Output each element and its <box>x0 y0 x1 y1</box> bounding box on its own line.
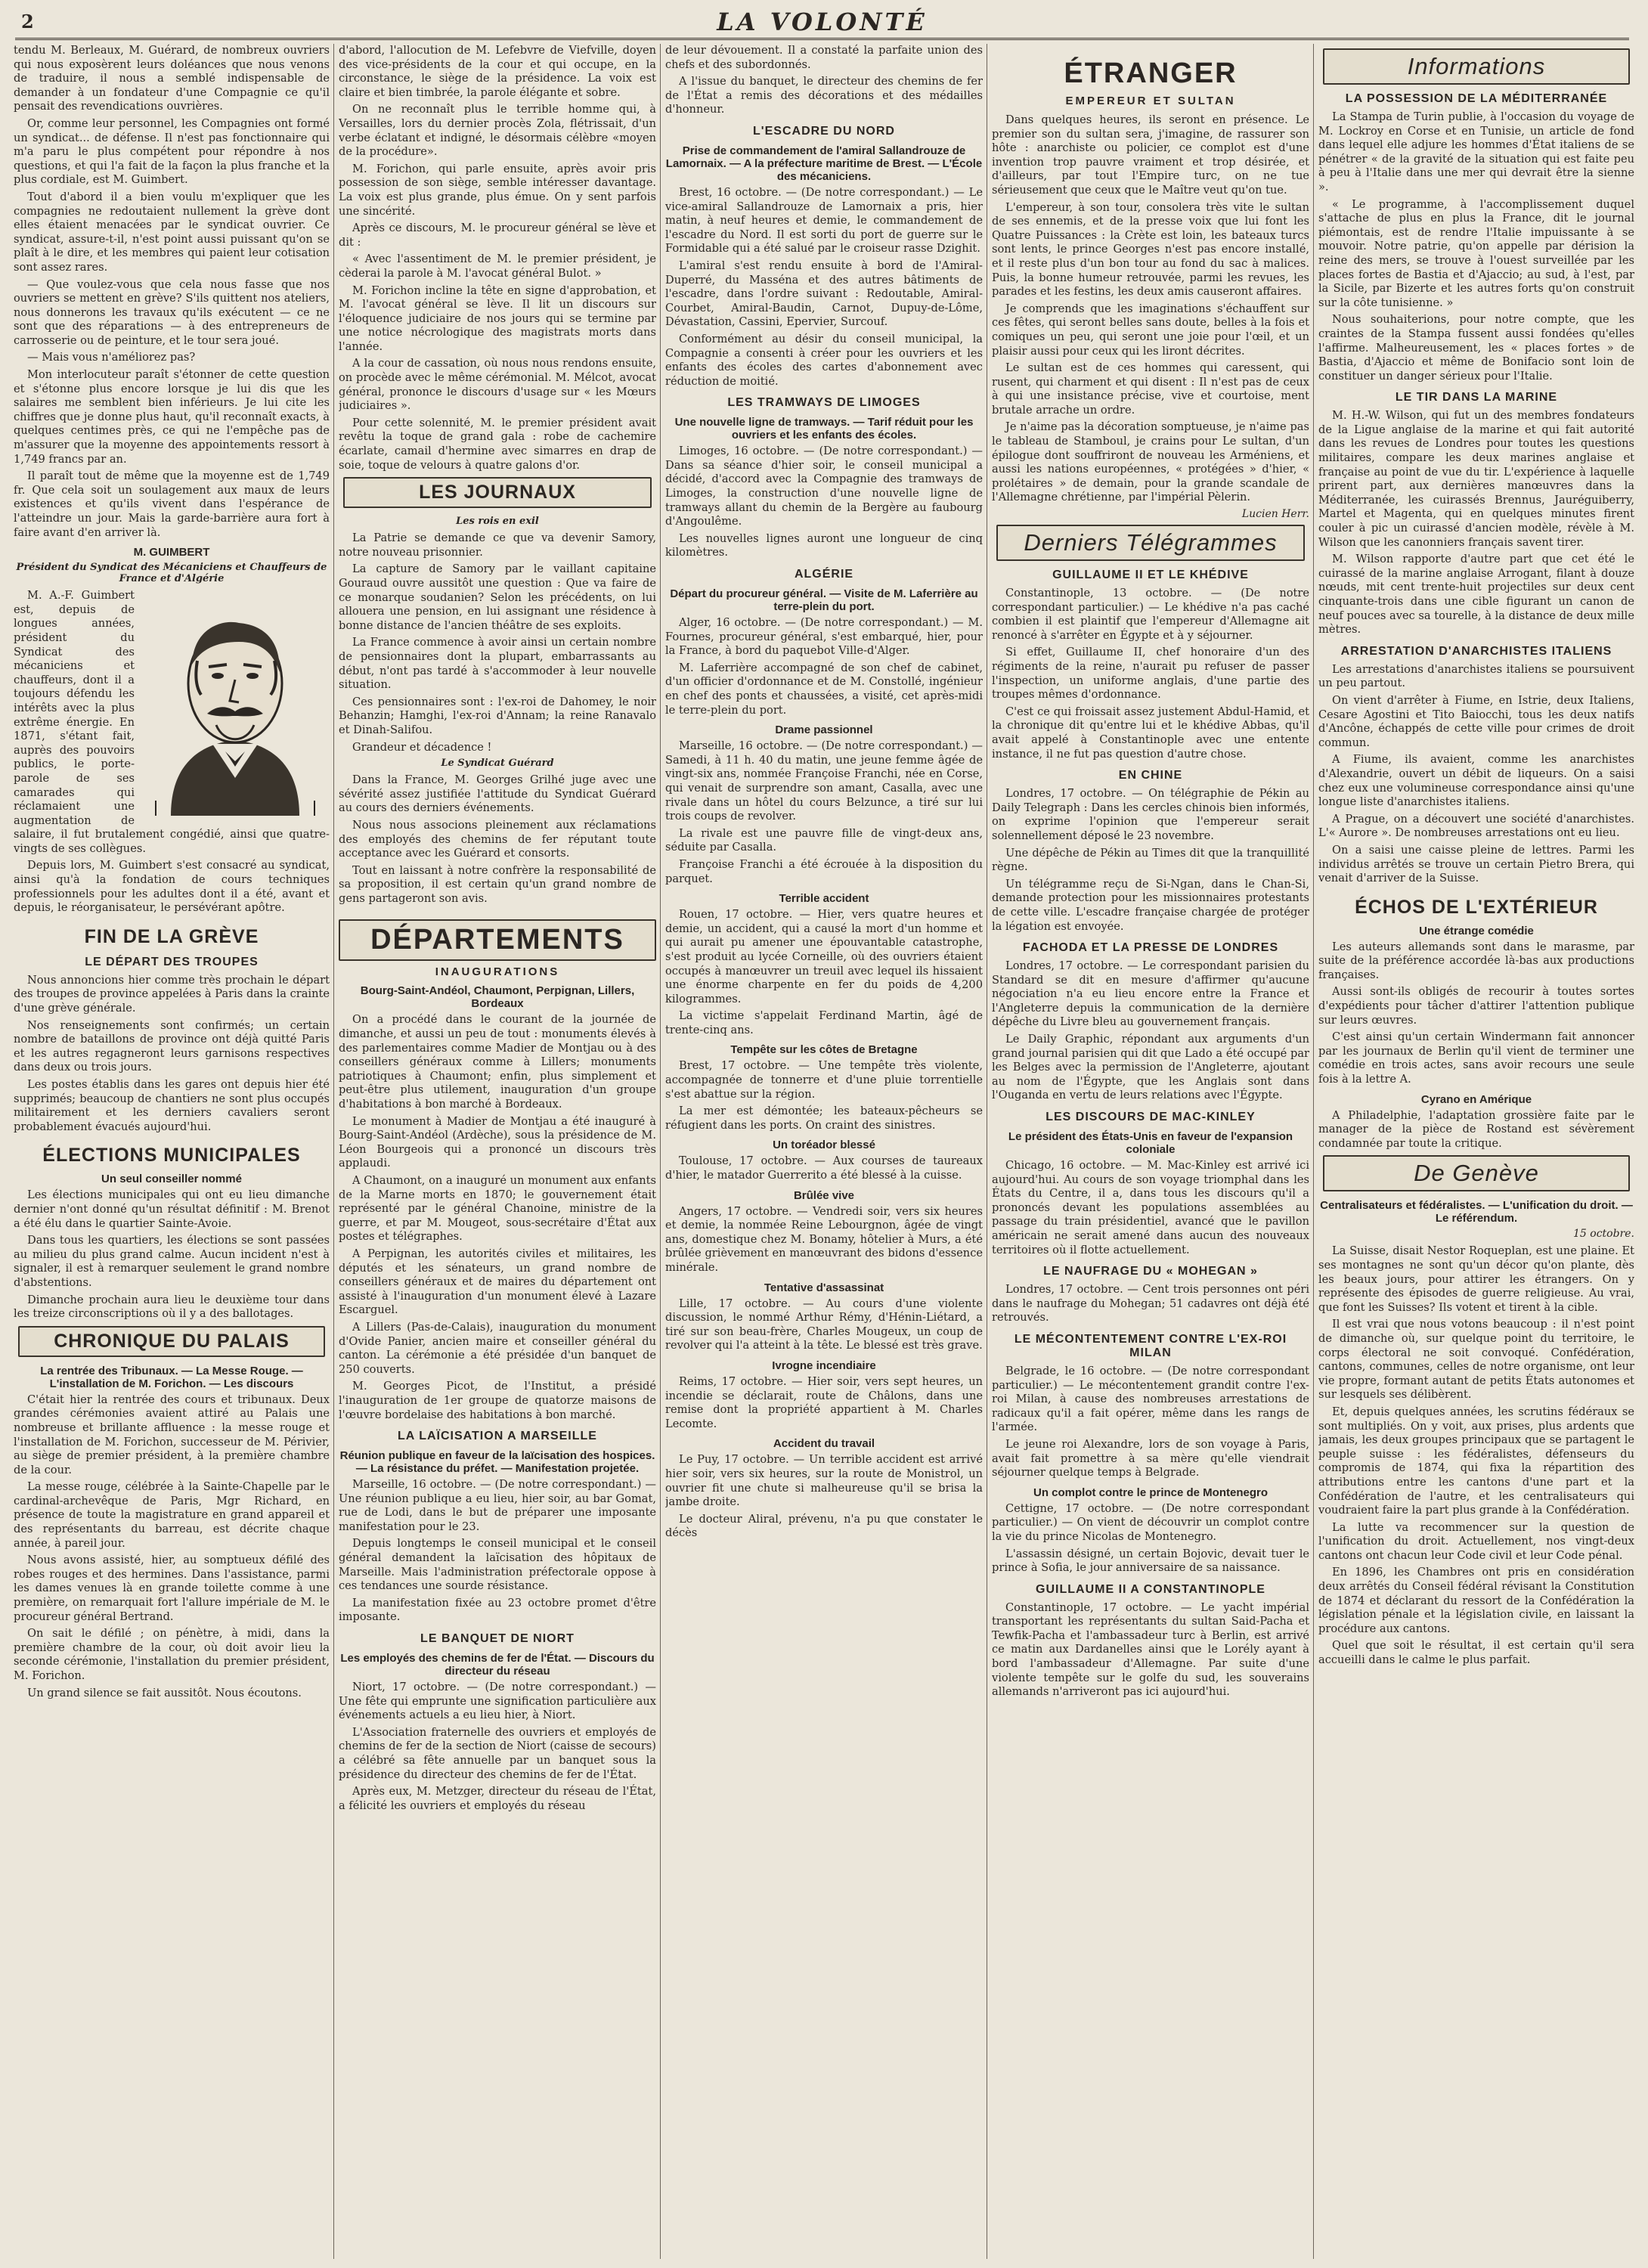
paragraph: « Le programme, à l'accomplissement duquel s'attache de plus en plus la France, dit le journal piémontais, est de rendre l'Italie impuissante à se mouvoir. Notre patrie, qu'on appelle par dérision la reine des mers, se trouve à l'ouest surveillée par les places fortes de Bastia et d'Ajaccio; au sud, à l'est, par la Sicile, par Bizerte et les autres forts qu'on construit sur la côte tunisienne. » <box>1318 197 1634 309</box>
section-heading: FIN DE LA GRÈVE <box>84 925 259 947</box>
paragraph: La manifestation fixée au 23 octobre promet d'être imposante. <box>339 1596 656 1624</box>
section-subheading: Réunion publique en faveur de la laïcisation des hospices. — La résistance du préfet. — Manifestation projetée. <box>339 1449 655 1476</box>
article-heading: GUILLAUME II ET LE KHÉDIVE <box>1052 569 1249 582</box>
paragraph: Limoges, 16 octobre. — (De notre correspondant.) — Dans sa séance d'hier soir, le conseil municipal a décidé, d'accord avec la Compagnie des tramways de Limoges, la construction d'une nouvelle ligne de tramways allant du chemin de la Bergère au faubourg d'Angoulême. <box>665 445 983 528</box>
paragraph: On ne reconnaît plus le terrible homme qui, à Versailles, lors du dernier procès Zola, flétrissait, d'un verbe éclatant et indigné, le désormais célèbre «moyen de la procédure». <box>339 103 656 159</box>
article-heading: LE NAUFRAGE DU « MOHEGAN » <box>1043 1265 1258 1278</box>
paragraph: Grandeur et décadence ! <box>352 740 492 754</box>
paragraph: Angers, 17 octobre. — Vendredi soir, vers six heures et demie, la nommée Reine Lebourgnon, âgée de vingt ans, domestique chez M. Bonamy, hôtelier à Murs, a été brûlée grièvement en manœuvrant des bidons d'essence minérale. <box>665 1204 983 1274</box>
paragraph: Nous avons assisté, hier, au somptueux défilé des robes rouges et des hermines. Dans l'assistance, parmi les dames venues là en grande toilette comme à une première, on remarquait fort l'allure impériale de M. le procureur général Bertrand. <box>14 1554 330 1623</box>
article-heading: Tempête sur les côtes de Bretagne <box>730 1043 918 1057</box>
section-heading: ÉTRANGER <box>1064 57 1238 89</box>
paragraph: Londres, 17 octobre. — Cent trois personnes ont péri dans le naufrage du Mohegan; 51 cadavres ont déjà été retrouvés. <box>992 1283 1309 1325</box>
article-heading: ARRESTATION D'ANARCHISTES ITALIENS <box>1340 644 1612 658</box>
paragraph: Marseille, 16 octobre. — (De notre correspondant.) — Une réunion publique a eu lieu, hier soir, au bar Gomat, rue de Lodi, dans le but de préparer une imposante manifestation pour le 23. <box>339 1478 656 1533</box>
paragraph: A Fiume, ils avaient, comme les anarchistes d'Alexandrie, ouvert un débit de liqueurs. On a saisi chez eux une volumineuse correspondance ainsi qu'une longue liste d'anarchistes italiens. <box>1318 753 1634 809</box>
paragraph: Le sultan est de ces hommes qui caressent, qui rusent, qui charment et qui disent : Il n'est pas de ceux à qui une insistance précise, vive et courtoise, ment brutale arrache un ordre. <box>992 361 1309 417</box>
paragraph: A Perpignan, les autorités civiles et militaires, les députés et les sénateurs, un grand nombre de conseillers généraux et de maires du département ont assisté à l'inauguration d'un monument élevé à Lazare Escarguel. <box>339 1247 656 1317</box>
paragraph: Marseille, 16 octobre. — (De notre correspondant.) — Samedi, à 11 h. 40 du matin, une jeune femme âgée de vingt-six ans, nommée Françoise Franchi, née en Corse, qui venait de surprendre son amant, Casalla, avec une rivale dans un hôtel du cours Belzunce, a tiré sur lui trois coups de revolver. <box>665 739 983 823</box>
paragraph: M. Georges Picot, de l'Institut, a présidé l'inauguration de 1er groupe de quatorze maisons de l'œuvre bordelaise des habitations à bon marché. <box>339 1380 656 1421</box>
paragraph: M. A.-F. Guimbert est, depuis de longues années, président du Syndicat des mécaniciens et chauffeurs, dont il a toujours défendu les intérêts avec la plus extrême énergie. En 1871, s'étant fait, auprès des pouvoirs publics, le porte-parole de ses camarades qui réclamaient une augmentation de salaire, il fut brutalement congédié, ainsi que quatre-vingts de ses collègues. <box>14 589 330 855</box>
paragraph: Pour cette solennité, M. le premier président avait revêtu la toque de grand gala : robe de cachemire écarlate, camail d'hermine avec simarres en drap de soie, toque de velours à quatre galons d'or. <box>339 416 656 472</box>
paragraph: La messe rouge, célébrée à la Sainte-Chapelle par le cardinal-archevêque de Paris, Mgr Richard, en présence de toute la magistrature en grand appareil et des représentants du barreau, est décrite chaque année, à pareil jour. <box>14 1480 330 1550</box>
paragraph: Constantinople, 17 octobre. — Le yacht impérial transportant les représentants du sultan Said-Pacha et Tewfik-Pacha et l'ambassadeur turc à Berlin, est arrivé ce matin aux Dardanelles ainsi que le Lorély ayant à bord l'ambassadeur d'Allemagne. Par suite d'une violente tempête sur le golfe du sud, les souverains allemands n'arriveront pas ici aujourd'hui. <box>992 1600 1309 1699</box>
paragraph: En 1896, les Chambres ont pris en considération deux arrêtés du Conseil fédéral révisant la Constitution de 1874 et déclarant du ressort de la Confédération la législation pénale et la législation civile, en laissant la procédure aux cantons. <box>1318 1566 1634 1635</box>
paragraph: Après ce discours, M. le procureur général se lève et dit : <box>339 222 656 249</box>
paragraph: Depuis longtemps le conseil municipal et le conseil général demandent la laïcisation des hôpitaux de Marseille. Mais l'administration préfectorale oppose à ces tendances une sourde résistance. <box>339 1537 656 1593</box>
paragraph: — Mais vous n'améliorez pas? <box>27 351 196 364</box>
paragraph: Londres, 17 octobre. — On télégraphie de Pékin au Daily Telegraph : Dans les cercles chinois bien informés, on exprime l'opinion que l'empereur serait solennellement déposé le 23 novembre. <box>992 787 1309 842</box>
paragraph: M. Forichon, qui parle ensuite, après avoir pris possession de son siège, semble intéresser davantage. La voix est plus grande, plus émue. On y sent parfois une sincérité. <box>339 162 656 218</box>
paragraph: Toulouse, 17 octobre. — Aux courses de taureaux d'hier, le matador Guerrerito a été blessé à la cuisse. <box>665 1154 983 1182</box>
paragraph: L'Association fraternelle des ouvriers et employés de chemins de fer de la section de Niort (caisse de secours) a célébré sa fête annuelle par un banquet sous la présidence du directeur des chemins de fer de l'État. <box>339 1725 656 1781</box>
paragraph: Dans tous les quartiers, les élections se sont passées au milieu du plus grand calme. Aucun incident n'est à signaler, il est à remarquer seulement le grand nombre d'abstentions. <box>14 1234 330 1289</box>
paragraph: On vient d'arrêter à Fiume, en Istrie, deux Italiens, Cesare Agostini et Tito Baiocchi, tous les deux natifs d'Ancône, échappés de cette ville pour crimes de droit commun. <box>1318 693 1634 749</box>
article-heading: GUILLAUME II A CONSTANTINOPLE <box>1036 1582 1265 1596</box>
page-number: 2 <box>21 11 34 33</box>
paragraph: La capture de Samory par le vaillant capitaine Gouraud ouvre aussitôt une question : Que va faire de ce monarque soudanien? Selon les précédents, on lui allouera une pension, en lui assignant une résidence à bonne distance de l'ancien théâtre de ses exploits. <box>339 562 656 632</box>
paragraph: L'empereur, à son tour, consolera très vite le sultan de ses ennemis, et de la presse voix que lui font les Quatre Puissances : la Crète est loin, les bateaux turcs sont lents, le prince Georges n'est pas encore installé, et il reste plus d'un bon tour au fond du sac à malices. Puis, la bonne humeur retrouvée, parmi les revues, les parades et les festins, les deux amis causeront affaires. <box>992 200 1309 299</box>
masthead <box>15 6 1629 40</box>
paragraph: C'est ainsi qu'un certain Windermann fait annoncer par les journaux de Berlin qu'il vient de terminer une comédie en trois actes, sans avoir recours une seule fois à la lettre A. <box>1318 1030 1634 1086</box>
article-subheading: Le président des États-Unis en faveur de l'expansion coloniale <box>1008 1130 1293 1157</box>
paragraph: C'est ce qui froissait assez justement Abdul-Hamid, et la chronique dit qu'entre lui et le khédive Abbas, qu'il avait appelé à Constantinople avec une entente instance, il ne fut pas question d'autre chose. <box>992 705 1309 761</box>
paragraph: Les arrestations d'anarchistes italiens se poursuivent un peu partout. <box>1318 662 1634 690</box>
paragraph: C'était hier la rentrée des cours et tribunaux. Deux grandes cérémonies avaient attiré au Palais une nombreuse et brillante affluence : la messe rouge et l'installation de M. Forichon, successeur de M. Périvier, au siège de premier président, à la première chambre de la cour. <box>14 1393 330 1476</box>
paragraph: Il est vrai que nous votons beaucoup : il n'est point de dimanche où, sur quelque point du territoire, le corps électoral ne soit convoqué. Confédération, cantons, communes, celles de notre organisme, ont leur vie propre, formant autant de petits États autonomes et sur lesquels ses délibèrent. <box>1318 1318 1634 1402</box>
paragraph: « Avec l'assentiment de M. le premier président, je cèderai la parole à M. l'avocat général Bulot. » <box>339 253 656 280</box>
guimbert-portrait <box>141 589 330 816</box>
paragraph: Londres, 17 octobre. — Le correspondant parisien du Standard se dit en mesure d'affirmer qu'aucune négociation n'a eu lieu encore entre la France et l'Angleterre depuis la communication de la dernière dépêche du Livre bleu au gouvernement français. <box>992 959 1309 1029</box>
paragraph: Les élections municipales qui ont eu lieu dimanche dernier n'ont donné qu'un résultat définitif : M. Brenot a été élu dans le quartier Sainte-Avoie. <box>14 1188 330 1230</box>
paragraph: A Lillers (Pas-de-Calais), inauguration du monument d'Ovide Panier, ancien maire et conseiller général du canton. La cérémonie a été présidée d'un banquet de 250 couverts. <box>339 1320 656 1376</box>
paragraph: A Prague, on a découvert une société d'anarchistes. L'« Aurore ». De nombreuses arrestations ont eu lieu. <box>1318 812 1634 840</box>
paragraph: La Patrie se demande ce que va devenir Samory, notre nouveau prisonnier. <box>339 531 656 559</box>
section-heading: DÉPARTEMENTS <box>339 919 656 961</box>
paragraph: Niort, 17 octobre. — (De notre correspondant.) — Une fête qui emprunte une signification particulière aux événements actuels a eu lieu hier, à Niort. <box>339 1681 656 1722</box>
section-heading: CHRONIQUE DU PALAIS <box>18 1326 325 1357</box>
paper-title: LA VOLONTÉ <box>717 8 928 36</box>
paragraph: Tout en laissant à notre confrère la responsabilité de sa proposition, il est certain qu'un grand nombre de gens partageront son avis. <box>339 863 656 905</box>
paragraph: M. H.-W. Wilson, qui fut un des membres fondateurs de la Ligue anglaise de la marine et qui fait autorité dans les revues de Londres pour toutes les questions militaires, compare les deux marines anglaise et française au point de vue du tir. L'expérience à laquelle prirent part, aux dernières manœuvres dans la Méditerranée, les cuirassés Brennus, Jauréguiberry, Martel et Magenta, qui en quelques minutes firent couler à pic un cuirassé d'ancien modèle, révèle à M. Wilson que les canonniers français savent tirer. <box>1318 409 1634 549</box>
paragraph: Après eux, M. Metzger, directeur du réseau de l'État, a félicité les ouvriers et employés du réseau <box>339 1785 656 1812</box>
article-heading: Terrible accident <box>779 892 869 906</box>
article-heading: Accident du travail <box>773 1437 875 1451</box>
column-3 <box>665 44 983 2259</box>
paragraph: Reims, 17 octobre. — Hier soir, vers sept heures, un incendie se déclarait, route de Châlons, dans une remise dont la propriété appartient à M. Charles Lecomte. <box>665 1374 983 1430</box>
paragraph: La victime s'appelait Ferdinand Martin, âgé de trente-cinq ans. <box>665 1009 983 1036</box>
paragraph: La Suisse, disait Nestor Roqueplan, est une plaine. Et ses montagnes ne sont qu'un décor qu'on plante, dès les beaux jours, pour attirer les étrangers. On y représente des épisodes de guerre religieuse. Au vrai, que font les Suisses? Ils votent et tirent à la cible. <box>1318 1244 1634 1314</box>
section-heading: LES TRAMWAYS DE LIMOGES <box>727 396 921 410</box>
paragraph: Dimanche prochain aura lieu le deuxième tour dans les treize circonscriptions où il y a des ballotages. <box>14 1293 330 1321</box>
column-1 <box>14 44 330 2259</box>
section-heading: LA LAÏCISATION A MARSEILLE <box>398 1430 597 1443</box>
paragraph: M. Forichon incline la tête en signe d'approbation, et M. l'avocat général se lève. Il lit un discours sur l'éloquence judiciaire de nos jours qui se termine par une notice nécrologique des magistrats morts dans l'année. <box>339 284 656 353</box>
article-heading: LA POSSESSION DE LA MÉDITERRANÉE <box>1345 92 1608 105</box>
article-heading: EN CHINE <box>1118 769 1183 782</box>
article-subheading: Président du Syndicat des Mécaniciens et Chauffeurs de France et d'Algérie <box>16 562 327 585</box>
paragraph: Nous annoncions hier comme très prochain le départ des troupes de province appelées à Paris dans la crainte d'une grève générale. <box>14 973 330 1015</box>
paragraph: Si effet, Guillaume II, chef honoraire d'un des régiments de la reine, n'aurait pu refuser de passer l'inspection, un uniforme anglais, d'une partie des troupes mêmes d'ordonnance. <box>992 646 1309 702</box>
paragraph: A la cour de cassation, où nous nous rendons ensuite, on procède avec le même cérémonial. M. Mélcot, avocat général, prononce le discours d'usage sur « les Mœurs judiciaires ». <box>339 357 656 413</box>
paragraph: On a saisi une caisse pleine de lettres. Parmi les individus arrêtés se trouve un certain Pietro Brera, qui venait d'arriver de la Suisse. <box>1318 843 1634 885</box>
section-subheading: Départ du procureur général. — Visite de M. Laferrière au terre-plein du port. <box>670 587 978 614</box>
section-heading: L'ESCADRE DU NORD <box>753 124 895 138</box>
paragraph: La Stampa de Turin publie, à l'occasion du voyage de M. Lockroy en Corse et en Tunisie, un article de fond dans lequel elle adjure les hommes d'État italiens de se pénétrer « de la gravité de la situation qui est faite peu à peu à l'Italie dans une mer qui devrait être la sienne ». <box>1318 110 1634 194</box>
column-rule <box>333 44 334 2259</box>
paragraph: Belgrade, le 16 octobre. — (De notre correspondant particulier.) — Le mécontentement grandit contre l'ex-roi Milan, à cause des nombreuses arrestations de radicaux qu'il a fait opérer, même dans les rangs de l'armée. <box>992 1364 1309 1434</box>
paragraph: tendu M. Berleaux, M. Guérard, de nombreux ouvriers qui nous exposèrent leurs doléances que nous venons de traduire, il nous a semblé indispensable de demander à un fondateur d'une Compagnie ce qu'il pensait des revendications ouvrières. <box>14 44 330 113</box>
paragraph: Cettigne, 17 octobre. — (De notre correspondant particulier.) — On vient de découvrir un complot contre la vie du prince Nicolas de Montenegro. <box>992 1501 1309 1543</box>
section-subheading: La rentrée des Tribunaux. — La Messe Rouge. — L'installation de M. Forichon. — Les discours <box>40 1364 303 1390</box>
paragraph: Ces pensionnaires sont : l'ex-roi de Dahomey, le noir Behanzin; Hamghi, l'ex-roi d'Annam; la reine Ranavalo et Dinah-Salifou. <box>339 695 656 736</box>
article-heading: M. GUIMBERT <box>133 546 210 559</box>
paragraph: Alger, 16 octobre. — (De notre correspondant.) — M. Fournes, procureur général, s'est embarqué, hier, pour la France, à bord du paquebot Ville-d'Alger. <box>665 616 983 658</box>
paragraph: Le Puy, 17 octobre. — Un terrible accident est arrivé hier soir, vers six heures, sur la route de Monistrol, un ouvrier fit une chute si malheureuse qu'il se brisa la jambe droite. <box>665 1453 983 1509</box>
paragraph: Brest, 17 octobre. — Une tempête très violente, accompagnée de tonnerre et d'une pluie torrentielle s'est abattue sur la région. <box>665 1059 983 1101</box>
article-heading: Brûlée vive <box>793 1188 855 1202</box>
article-heading: Ivrogne incendiaire <box>772 1359 876 1372</box>
paragraph: On sait le défilé ; on pénètre, à midi, dans la première chambre de la cour, où doit avoir lieu la seconde cérémonie, l'installation du premier président, M. Forichon. <box>14 1627 330 1682</box>
paragraph: Nous nous associons pleinement aux réclamations des employés des chemins de fer réputant toute acceptance avec les Guérard et consorts. <box>339 818 656 860</box>
section-subheading: Une nouvelle ligne de tramways. — Tarif réduit pour les ouvriers et les enfants des écoles. <box>674 416 974 442</box>
paragraph: Je n'aime pas la décoration somptueuse, je n'aime pas le tableau de Stamboul, je crains pour Le sultan, d'un épilogue dont souffriront de nouveau les Arméniens, et aussi les nations européennes, « protégées » d'hier, « prolétaires » de demain, pour la grande scandale de l'Allemagne chrétienne, par l'impérial Pèlerin. <box>992 420 1309 504</box>
article-subheading: Le Syndicat Guérard <box>441 758 554 770</box>
article-heading: LES DISCOURS DE MAC-KINLEY <box>1045 1111 1256 1124</box>
paragraph: Tout d'abord il a bien voulu m'expliquer que les compagnies ne redoutaient nullement la grève dont elles étaient menacées par le syndicat ouvrier. Ce syndicat, assure-t-il, n'est point aussi puissant qu'on se plaît à le dire, et les membres qui paient leur cotisation sont assez rares. <box>14 190 330 274</box>
paragraph: La mer est démontée; les bateaux-pêcheurs se réfugient dans les ports. On craint des sinistres. <box>665 1105 983 1132</box>
article-heading: Un complot contre le prince de Montenegro <box>1033 1486 1269 1499</box>
paragraph: La France commence à avoir ainsi un certain nombre de pensionnaires dont la plupart, embarrassants au début, n'ont pas tardé à s'accommoder à leur nouvelle situation. <box>339 636 656 692</box>
column-rule <box>660 44 661 2259</box>
paragraph: Il paraît tout de même que la moyenne est de 1,749 fr. Que cela soit un soulagement aux maux de leurs existences et qu'ils vivent dans l'espérance de l'atteindre un jour. Mais la garde-barrière aura fort à faire avant d'en arriver là. <box>14 469 330 539</box>
paragraph: — Que voulez-vous que cela nous fasse que nos ouvriers se mettent en grève? S'ils quittent nos ateliers, nous donnerons les travaux qu'ils exécutent — ce ne sont que des réparations — à des entrepreneurs de carrosserie ou de peinture, et le tour sera joué. <box>14 277 330 347</box>
paragraph: Le Daily Graphic, répondant aux arguments d'un grand journal parisien qui dit que Lado a été occupé par les Belges avec la permission de l'Angleterre, ajoutant au nom de l'Égypte, que les Anglais sont dans l'Ouganda en vertu de leurs relations avec l'Égypte. <box>992 1033 1309 1102</box>
paragraph: Je comprends que les imaginations s'échauffent sur ces fêtes, qui seront belles sans doute, belles à la fois et comiques un peu, qui seront une joie pour l'œil, et un plaisir aussi pour ceux qui les liront décrites. <box>992 302 1309 358</box>
paragraph: Et, depuis quelques années, les scrutins fédéraux se sont multipliés. On y voit, aux prises, plus ardents que jamais, les deux groupes principaux que se partagent le peuple suisse : les fédéralistes, défenseurs du compromis de 1874, qui fixa la répartition des attributions entre les cantons d'une part et la Confédération de l'autre, et les centralisateurs qui voudraient faire la part plus grande à la Confédération. <box>1318 1405 1634 1517</box>
section-subheading: EMPEREUR ET SULTAN <box>1065 94 1236 107</box>
paragraph: Une dépêche de Pékin au Times dit que la tranquillité règne. <box>992 846 1309 874</box>
article-subheading: Bourg-Saint-Andéol, Chaumont, Perpignan, Lillers, Bordeaux <box>360 984 635 1011</box>
paragraph: La lutte va recommencer sur la question de l'unification du droit. Actuellement, nos vingt-deux cantons ont chacun leur Code civil et leur Code pénal. <box>1318 1520 1634 1562</box>
column-rule <box>1313 44 1314 2259</box>
paragraph: M. Laferrière accompagné de son chef de cabinet, d'un officier d'ordonnance et de M. Constollé, ingénieur en chef des ponts et chaussées, a visité, cet après-midi le terre-plein du port. <box>665 661 983 717</box>
article-heading: Une étrange comédie <box>1419 924 1534 937</box>
paragraph: Chicago, 16 octobre. — M. Mac-Kinley est arrivé ici aujourd'hui. Au cours de son voyage triomphal dans les États du Centre, il a, dans tous les discours qu'il a prononcés devant les populations assemblées au passage du train présidentiel, avancé que le pavillon américain ne serait amené dans aucun des nouveaux territoires où il flotte actuellement. <box>992 1159 1309 1256</box>
paragraph: Les nouvelles lignes auront une longueur de cinq kilomètres. <box>665 531 983 559</box>
section-heading: Derniers Télégrammes <box>996 525 1305 561</box>
paragraph: Lille, 17 octobre. — Au cours d'une violente discussion, le nommé Arthur Rémy, d'Hénin-Liétard, a tiré sur son beau-frère, Charles Mougeux, un coup de revolver qui l'a atteint à la tête. Le blessé est très grave. <box>665 1297 983 1352</box>
paragraph: Nous souhaiterions, pour notre compte, que les craintes de la Stampa fussent aussi fondées qu'elles l'affirme. Malheureusement, les « places fortes » de Bastia, d'Ajaccio et même de Bonifacio sont loin de constituer un danger sérieux pour l'Italie. <box>1318 313 1634 383</box>
paragraph: Un télégramme reçu de Si-Ngan, dans le Chan-Si, demande protection pour les missionnaires protestants de cette ville. L'escadre française chargée de protéger la légation est envoyée. <box>992 877 1309 933</box>
paragraph: de leur dévouement. Il a constaté la parfaite union des chefs et des subordonnés. <box>665 44 983 71</box>
article-heading: Un toréador blessé <box>773 1139 875 1152</box>
section-heading: LE BANQUET DE NIORT <box>420 1632 575 1646</box>
column-2 <box>339 44 656 2259</box>
paragraph: Les postes établis dans les gares ont depuis hier été supprimés; beaucoup de chantiers ne sont plus occupés militairement et les derniers cavaliers seront probablement évacués aujourd'hui. <box>14 1078 330 1133</box>
paragraph: Le jeune roi Alexandre, lors de son voyage à Paris, avait fait promettre à sa mère qu'elle viendrait séjourner quelque temps à Belgrade. <box>992 1437 1309 1479</box>
article-heading: LE TIR DANS LA MARINE <box>1395 391 1558 404</box>
paragraph: Dans la France, M. Georges Grilhé juge avec une sévérité assez justifiée l'attitude du Syndicat Guérard au cours des derniers événements. <box>339 773 656 815</box>
paragraph: Brest, 16 octobre. — (De notre correspondant.) — Le vice-amiral Sallandrouze de Lamornaix a pris, hier matin, à neuf heures et demie, le commandement de l'escadre du Nord. Il est sorti du port de guerre sur le Formidable qui a été salué par le croiseur rasse Dzighit. <box>665 185 983 256</box>
paragraph: A Chaumont, on a inauguré un monument aux enfants de la Marne morts en 1870; le gouvernement était représenté par le général Chanoine, ministre de la guerre, et par M. Mougeot, sous-secrétaire d'État aux postes et télégraphes. <box>339 1174 656 1244</box>
section-heading: LES JOURNAUX <box>343 477 652 508</box>
paragraph: A l'issue du banquet, le directeur des chemins de fer de l'État a remis des décorations et des médailles d'honneur. <box>665 75 983 116</box>
paragraph: Le monument à Madier de Montjau a été inauguré à Bourg-Saint-Andéol (Ardèche), sous la présidence de M. Léon Bourgeois qui a prononcé un discours très applaudi. <box>339 1114 656 1170</box>
section-heading: Informations <box>1323 48 1630 85</box>
paragraph: Conformément au désir du conseil municipal, la Compagnie a consenti à créer pour les ouvriers et les enfants des écoles des cartes d'abonnement avec réduction de moitié. <box>665 332 983 388</box>
section-heading: De Genève <box>1323 1155 1630 1191</box>
paragraph: Depuis lors, M. Guimbert s'est consacré au syndicat, ainsi qu'à la fondation de cours techniques professionnels pour les adultes dont il a été, avant et depuis, le réorganisateur, le persévérant apôtre. <box>14 859 330 915</box>
section-heading: ALGÉRIE <box>794 568 854 581</box>
paragraph: M. Wilson rapporte d'autre part que cet été le cuirassé de la marine anglaise Arrogant, filant à douze nœuds, mit cent trente-huit projectiles sur deux cent cinquante-trois dans une cible figurant un canon de neuf pouces avec sa tourelle, à la distance de deux mille mètres. <box>1318 553 1634 637</box>
paragraph: Un grand silence se fait aussitôt. Nous écoutons. <box>27 1686 302 1699</box>
section-subheading: INAUGURATIONS <box>435 965 560 979</box>
paragraph: Constantinople, 13 octobre. — (De notre correspondant particulier.) — Le khédive n'a pas caché combien il est plaintif que l'empereur d'Allemagne ait renoncé à s'arrêter en Égypte et à y séjourner. <box>992 587 1309 642</box>
paragraph: A Philadelphie, l'adaptation grossière faite par le manager de la pièce de Rostand est sévèrement condamnée par toute la critique. <box>1318 1108 1634 1150</box>
paragraph: Aussi sont-ils obligés de recourir à toutes sortes d'expédients pour tâcher d'attirer l'attention publique sur leurs œuvres. <box>1318 985 1634 1027</box>
paragraph: L'amiral s'est rendu ensuite à bord de l'Amiral-Duperré, du Masséna et des autres bâtiments de l'escadre, dans l'ordre suivant : Redoutable, Amiral-Courbet, Amiral-Baudin, Carnot, Dupuy-de-Lôme, Dévastation, Cassini, Epervier, Surcouf. <box>665 259 983 329</box>
dateline: 15 octobre. <box>1573 1228 1634 1241</box>
paragraph: Nos renseignements sont confirmés; un certain nombre de bataillons de province ont déjà quitté Paris et les autres regagneront leurs garnisons respectives dans deux ou trois jours. <box>14 1018 330 1074</box>
paragraph: Mon interlocuteur paraît s'étonner de cette question et s'étonne plus encore lorsque je lui dis que les salaires me semblent bien inférieurs. Je lui cite les chiffres que je donne plus haut, qu'il reconnaît exacts, à quelques centimes près, ce qui ne l'empêche pas de m'assurer que la moyenne des appointements ressort à 1,749 francs par an. <box>14 368 330 466</box>
paragraph: Le docteur Aliral, prévenu, n'a pu que constater le décès <box>665 1512 983 1540</box>
section-subheading: Les employés des chemins de fer de l'État. — Discours du directeur du réseau <box>340 1652 655 1678</box>
article-heading: Tentative d'assassinat <box>764 1281 884 1294</box>
paragraph: Les auteurs allemands sont dans le marasme, par suite de la préférence accordée là-bas aux productions françaises. <box>1318 940 1634 981</box>
section-heading: ÉCHOS DE L'EXTÉRIEUR <box>1355 896 1598 918</box>
section-subheading: Prise de commandement de l'amiral Sallandrouze de Lamornaix. — A la préfecture maritime de Brest. — L'École des mécaniciens. <box>665 144 983 183</box>
article-heading: FACHODA ET LA PRESSE DE LONDRES <box>1022 941 1279 955</box>
paragraph: d'abord, l'allocution de M. Lefebvre de Viefville, doyen des vice-présidents de la cour et qui occupe, en la circonstance, le siège de la présidence. La voix est claire et bien timbrée, la parole élégante et sobre. <box>339 44 656 99</box>
paragraph: Or, comme leur personnel, les Compagnies ont formé un syndicat... de défense. Il n'est pas fonctionnaire qui m'a paru le plus compétent pour répondre à nos questions, et qui l'a fait de la façon la plus franche et la plus cordiale, est M. Guimbert. <box>14 116 330 187</box>
paragraph: Françoise Franchi a été écrouée à la disposition du parquet. <box>665 857 983 885</box>
section-subheading: Centralisateurs et fédéralistes. — L'unification du droit. — Le référendum. <box>1320 1199 1633 1225</box>
column-5 <box>1318 44 1634 2259</box>
paragraph: La rivale est une pauvre fille de vingt-deux ans, séduite par Casalla. <box>665 826 983 854</box>
article-heading: LE MÉCONTENTEMENT CONTRE L'EX-ROI MILAN <box>1014 1332 1287 1359</box>
article-heading: Drame passionnel <box>775 723 873 737</box>
column-4 <box>992 44 1309 2259</box>
section-subheading: Un seul conseiller nommé <box>101 1173 242 1186</box>
paragraph: L'assassin désigné, un certain Bojovic, devait tuer le prince à Sofia, le jour anniversaire de sa naissance. <box>992 1547 1309 1575</box>
paragraph: On a procédé dans le courant de la journée de dimanche, et aussi un peu de tout : monuments élevés à des parlementaires comme Madier de Montjau ou à des conseillers généraux comme à Lillers; monuments patriotiques à Chaumont; enfin, plus simplement et peut-être plus utilement, inauguration d'un groupe d'habitations à bon marché à Bordeaux. <box>339 1013 656 1111</box>
section-heading: ÉLECTIONS MUNICIPALES <box>42 1145 301 1167</box>
author-signature: Lucien Herr. <box>1241 508 1309 521</box>
paragraph: Dans quelques heures, ils seront en présence. Le premier son du sultan sera, j'imagine, de rassurer son hôte : anarchiste ou policier, ce complot est d'une invention trop pauvre vraiment et trop désirée, et d'ailleurs, par tout l'Empire turc, on ne tue sérieusement que ceux que le Maître veut qu'on tue. <box>992 113 1309 197</box>
article-subheading: Les rois en exil <box>456 516 539 528</box>
paragraph: Quel que soit le résultat, il est certain qu'il sera accueilli dans le calme le plus parfait. <box>1318 1639 1634 1667</box>
article-heading: Cyrano en Amérique <box>1420 1092 1532 1106</box>
paragraph: Rouen, 17 octobre. — Hier, vers quatre heures et demie, un accident, qui a causé la mort d'un homme et qui aurait pu amener une épouvantable catastrophe, s'est produit au lycée Corneille, où des ouvriers étaient occupés à manœuvrer un treuil avec lequel ils hissaient une énorme charpente en fer du poids de 4,200 kilogrammes. <box>665 908 983 1005</box>
section-subheading: LE DÉPART DES TROUPES <box>85 955 259 968</box>
